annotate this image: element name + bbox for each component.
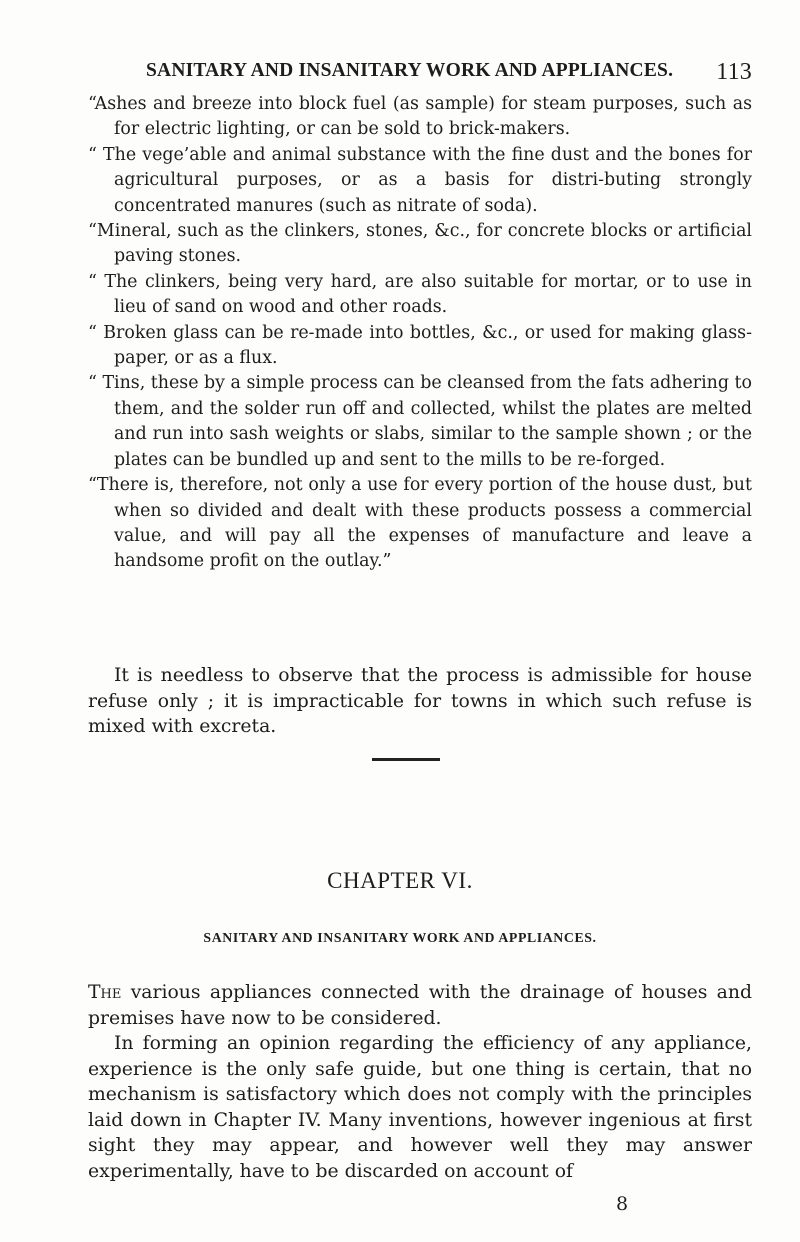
- page-number: 113: [716, 59, 752, 85]
- quote-paragraph: “Mineral, such as the clinkers, stones, &c., for concrete blocks or artificial paving stones.: [88, 221, 752, 267]
- quote-paragraph: “ Broken glass can be re-made into bottles, &c., or used for making glass-paper, or as a flux.: [88, 322, 752, 369]
- section-divider: [372, 758, 440, 761]
- quote-paragraph: “Ashes and breeze into block fuel (as sample) for steam purposes, such as for electric lighting, or can be sold to brick-makers.: [88, 94, 752, 140]
- chapter-title: CHAPTER VI.: [327, 868, 473, 893]
- chapter-paragraph-second: [88, 1031, 752, 1184]
- signature-mark: 8: [616, 1193, 629, 1215]
- quote-paragraph: “There is, therefore, not only a use for every portion of the house dust, but when so divided and dealt with these products possess a commercial value, and will pay all the expenses of manufacture and leave a handsome profit on the outlay.”: [88, 475, 752, 572]
- quoted-passage: [88, 92, 752, 575]
- quote-paragraph: “ Tins, these by a simple process can be cleansed from the fats adhering to them, and the solder run off and collected, whilst the plates are melted and run into sash weights or slabs, similar to the sample shown ; or the plates can be bundled up and sent to the mills to be re-forged.: [88, 373, 752, 470]
- quote-paragraph: “ The clinkers, being very hard, are also suitable for mortar, or to use in lieu of sand on wood and other roads.: [88, 271, 752, 318]
- chapter-paragraph-first: [88, 980, 752, 1031]
- chapter-lead-word: The: [88, 982, 122, 1003]
- closing-paragraph: It is needless to observe that the process is admissible for house refuse only ; it is impracticable for towns in which such refuse is mixed with excreta.: [88, 665, 752, 737]
- quote-paragraph: “ The vege’able and animal substance with the fine dust and the bones for agricultural purposes, or as a basis for distri-buting strongly concentrated manures (such as nitrate of soda).: [88, 144, 752, 216]
- chapter-paragraph-text: In forming an opinion regarding the efficiency of any appliance, experience is the only safe guide, but one thing is certain, that no mechanism is satisfactory which does not comply with the principles laid down in Chapter IV. Many inventions, however ingenious at first sight they may appear, and however well they may answer experimentally, have to be discarded on account of: [88, 1033, 752, 1182]
- chapter-subtitle: SANITARY AND INSANITARY WORK AND APPLIANCES.: [203, 930, 597, 945]
- chapter-paragraph-text: various appliances connected with the drainage of houses and premises have now to be considered.: [88, 982, 752, 1029]
- running-head-title: SANITARY AND INSANITARY WORK AND APPLIANCES.: [146, 60, 674, 81]
